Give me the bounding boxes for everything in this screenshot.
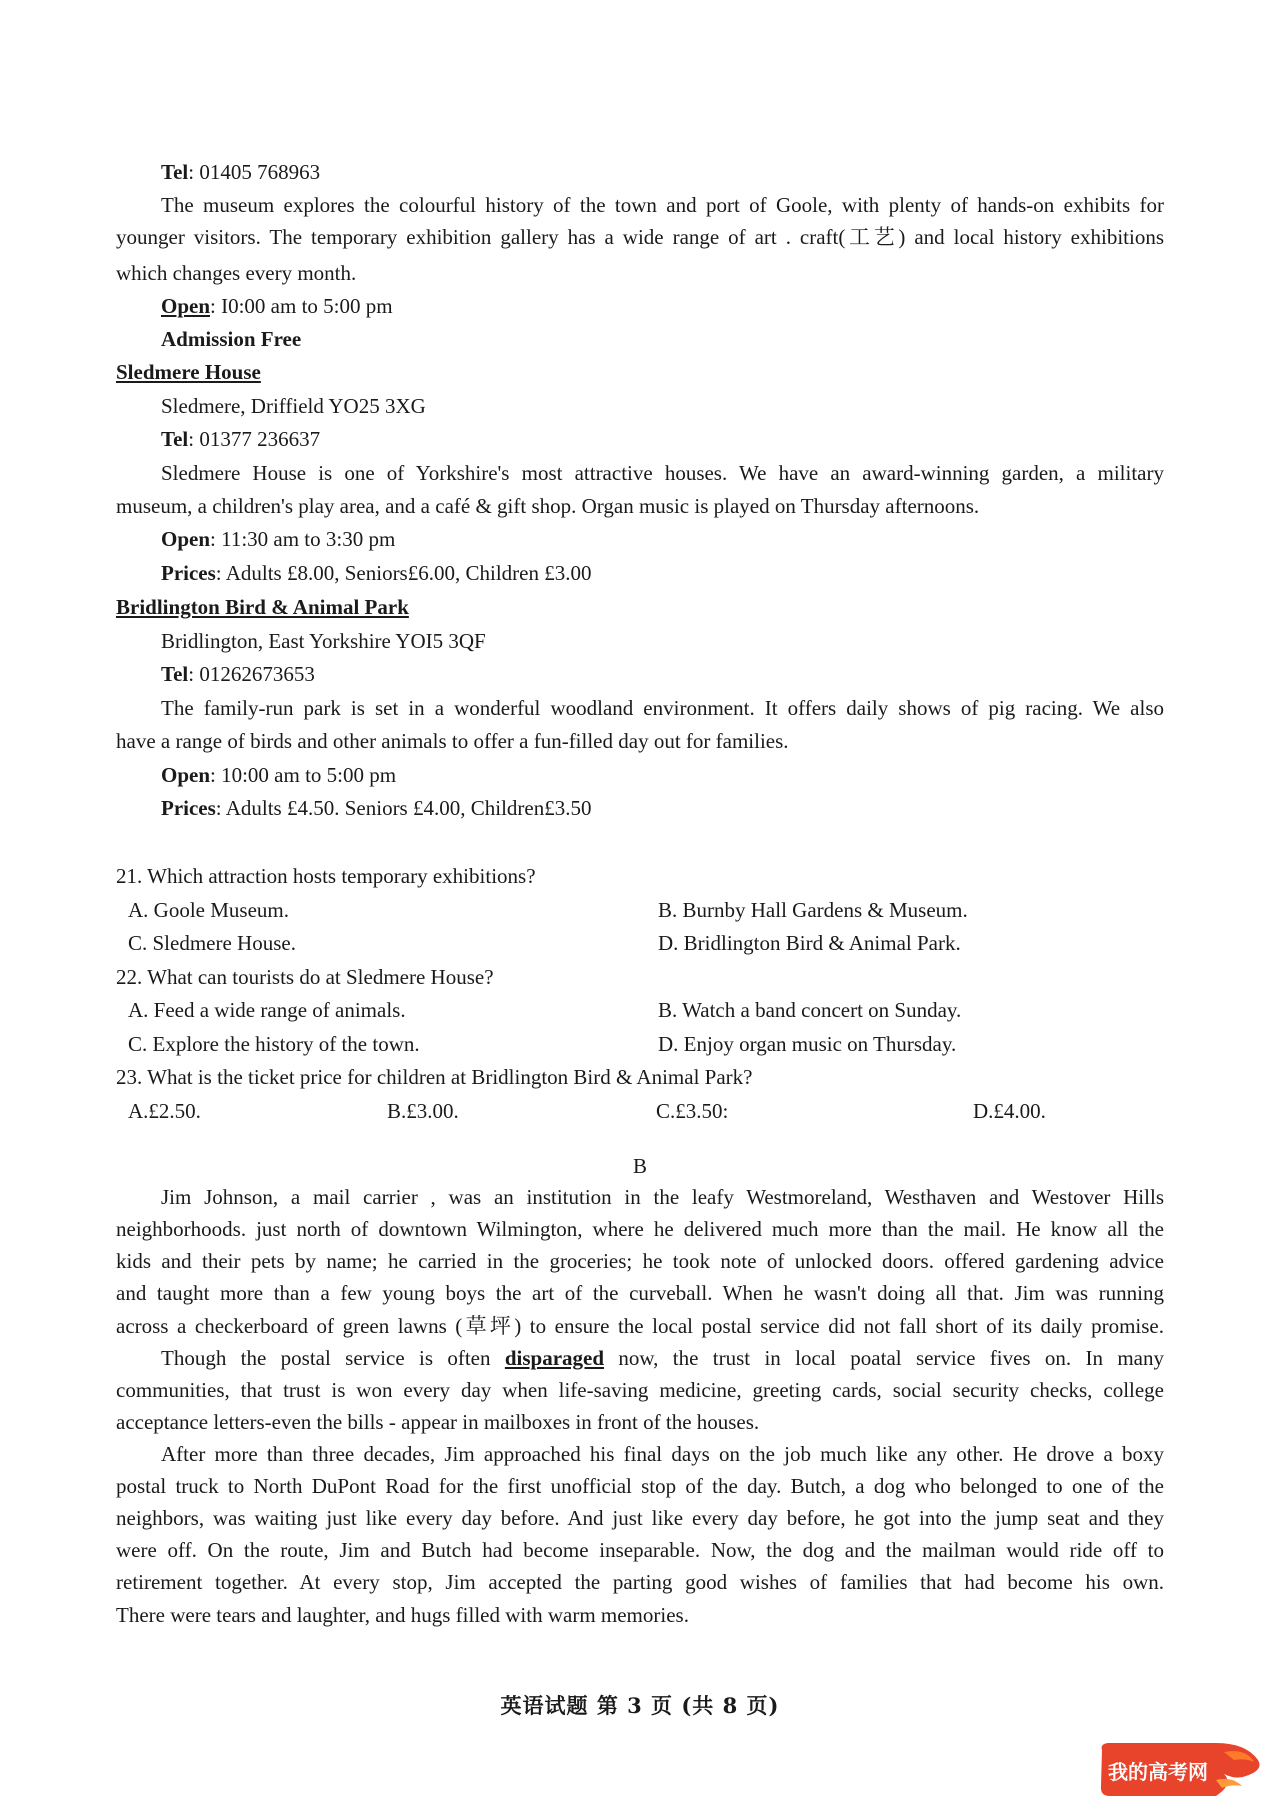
goole-desc-line-3: which changes every month. xyxy=(116,261,357,285)
goole-desc-line-2: younger visitors. The temporary exhibition gallery has a wide range of art . craft(工艺) and local history exhibitions xyxy=(116,225,1164,249)
bridlington-address: Bridlington, East Yorkshire YOI5 3QF xyxy=(161,629,486,653)
q22-option-b: B. Watch a band concert on Sunday. xyxy=(658,998,962,1022)
q21-option-b: B. Burnby Hall Gardens & Museum. xyxy=(658,898,968,922)
question-21: 21. Which attraction hosts temporary exhibitions? xyxy=(116,864,536,888)
sledmere-address: Sledmere, Driffield YO25 3XG xyxy=(161,394,426,418)
sledmere-desc-line-2: museum, a children's play area, and a café & gift shop. Organ music is played on Thursday afternoons. xyxy=(116,494,980,518)
q22-option-c: C. Explore the history of the town. xyxy=(128,1032,420,1056)
passage-b-p1-line-3: kids and their pets by name; he carried in the groceries; he took note of unlocked doors. offered gardening advice xyxy=(116,1249,1164,1273)
q22-option-d: D. Enjoy organ music on Thursday. xyxy=(658,1032,957,1056)
passage-b-heading: B xyxy=(632,1154,647,1178)
passage-b-p1-line-2: neighborhoods. just north of downtown Wilmington, where he delivered much more than the mail. He know all the xyxy=(116,1217,1164,1241)
question-22: 22. What can tourists do at Sledmere House? xyxy=(116,965,494,989)
watermark-text: 我的高考网 xyxy=(1108,1760,1208,1784)
bridlington-prices: Prices: Adults £4.50. Seniors £4.00, Children£3.50 xyxy=(161,796,592,820)
bridlington-desc-line-2: have a range of birds and other animals to offer a fun-filled day out for families. xyxy=(116,729,789,753)
sledmere-prices: Prices: Adults £8.00, Seniors£6.00, Children £3.00 xyxy=(161,561,592,585)
passage-b-p2-line-2: communities, that trust is won every day when life-saving medicine, greeting cards, social security checks, college xyxy=(116,1378,1164,1402)
page-footer: 英语试题 第 3 页 (共 8 页) xyxy=(500,1693,780,1718)
passage-b-p1-line-4: and taught more than a few young boys the art of the curveball. When he wasn't doing all that. Jim was running xyxy=(116,1281,1164,1305)
passage-b-p3-line-3: neighbors, was waiting just like every day before. And just like every day before, he got into the jump seat and they xyxy=(116,1506,1164,1530)
question-23: 23. What is the ticket price for children at Bridlington Bird & Animal Park? xyxy=(116,1065,753,1089)
sledmere-tel: Tel: 01377 236637 xyxy=(161,427,321,451)
q21-option-c: C. Sledmere House. xyxy=(128,931,296,955)
sledmere-open: Open: 11:30 am to 3:30 pm xyxy=(161,527,396,551)
q22-option-a: A. Feed a wide range of animals. xyxy=(128,998,406,1022)
passage-b-p3-line-6: There were tears and laughter, and hugs filled with warm memories. xyxy=(116,1603,689,1627)
goole-open: Open: I0:00 am to 5:00 pm xyxy=(161,294,393,318)
passage-b-p1-line-1: Jim Johnson, a mail carrier , was an institution in the leafy Westmoreland, Westhaven and Westover Hills xyxy=(161,1185,1164,1209)
goole-desc-line-1: The museum explores the colourful history of the town and port of Goole, with plenty of hands-on exhibits for xyxy=(161,193,1164,217)
passage-b-p1-line-5: across a checkerboard of green lawns (草坪) to ensure the local postal service did not fall short of its daily promise. xyxy=(116,1314,1164,1338)
passage-b-p3-line-2: postal truck to North DuPont Road for the first unofficial stop of the day. Butch, a dog who belonged to one of the xyxy=(116,1474,1164,1498)
q23-option-b: B.£3.00. xyxy=(387,1099,459,1123)
passage-b-p3-line-5: retirement together. At every stop, Jim accepted the parting good wishes of families that had become his own. xyxy=(116,1570,1164,1594)
goole-admission: Admission Free xyxy=(161,327,302,351)
sledmere-desc-line-1: Sledmere House is one of Yorkshire's most attractive houses. We have an award-winning garden, a military xyxy=(161,461,1164,485)
underlined-word: disparaged xyxy=(504,1346,605,1370)
passage-b-p2-line-3: acceptance letters-even the bills - appear in mailboxes in front of the houses. xyxy=(116,1410,760,1434)
bridlington-title: Bridlington Bird & Animal Park xyxy=(116,595,409,619)
bridlington-desc-line-1: The family-run park is set in a wonderful woodland environment. It offers daily shows of pig racing. We also xyxy=(161,696,1164,720)
sledmere-title: Sledmere House xyxy=(116,360,261,384)
q21-option-a: A. Goole Museum. xyxy=(128,898,289,922)
passage-b-p3-line-4: were off. On the route, Jim and Butch had become inseparable. Now, the dog and the mailman would ride off to xyxy=(116,1538,1164,1562)
goole-tel: Tel: 01405 768963 xyxy=(161,160,321,184)
q23-option-a: A.£2.50. xyxy=(128,1099,201,1123)
q23-option-c: C.£3.50: xyxy=(656,1099,729,1123)
q23-option-d: D.£4.00. xyxy=(973,1099,1046,1123)
bridlington-tel: Tel: 01262673653 xyxy=(161,662,315,686)
q21-option-d: D. Bridlington Bird & Animal Park. xyxy=(658,931,961,955)
bridlington-open: Open: 10:00 am to 5:00 pm xyxy=(161,763,397,787)
passage-b-p2-line-1: Though the postal service is often disparaged now, the trust in local poatal service fives on. In many xyxy=(161,1346,1165,1370)
passage-b-p3-line-1: After more than three decades, Jim approached his final days on the job much like any other. He drove a boxy xyxy=(161,1442,1164,1466)
